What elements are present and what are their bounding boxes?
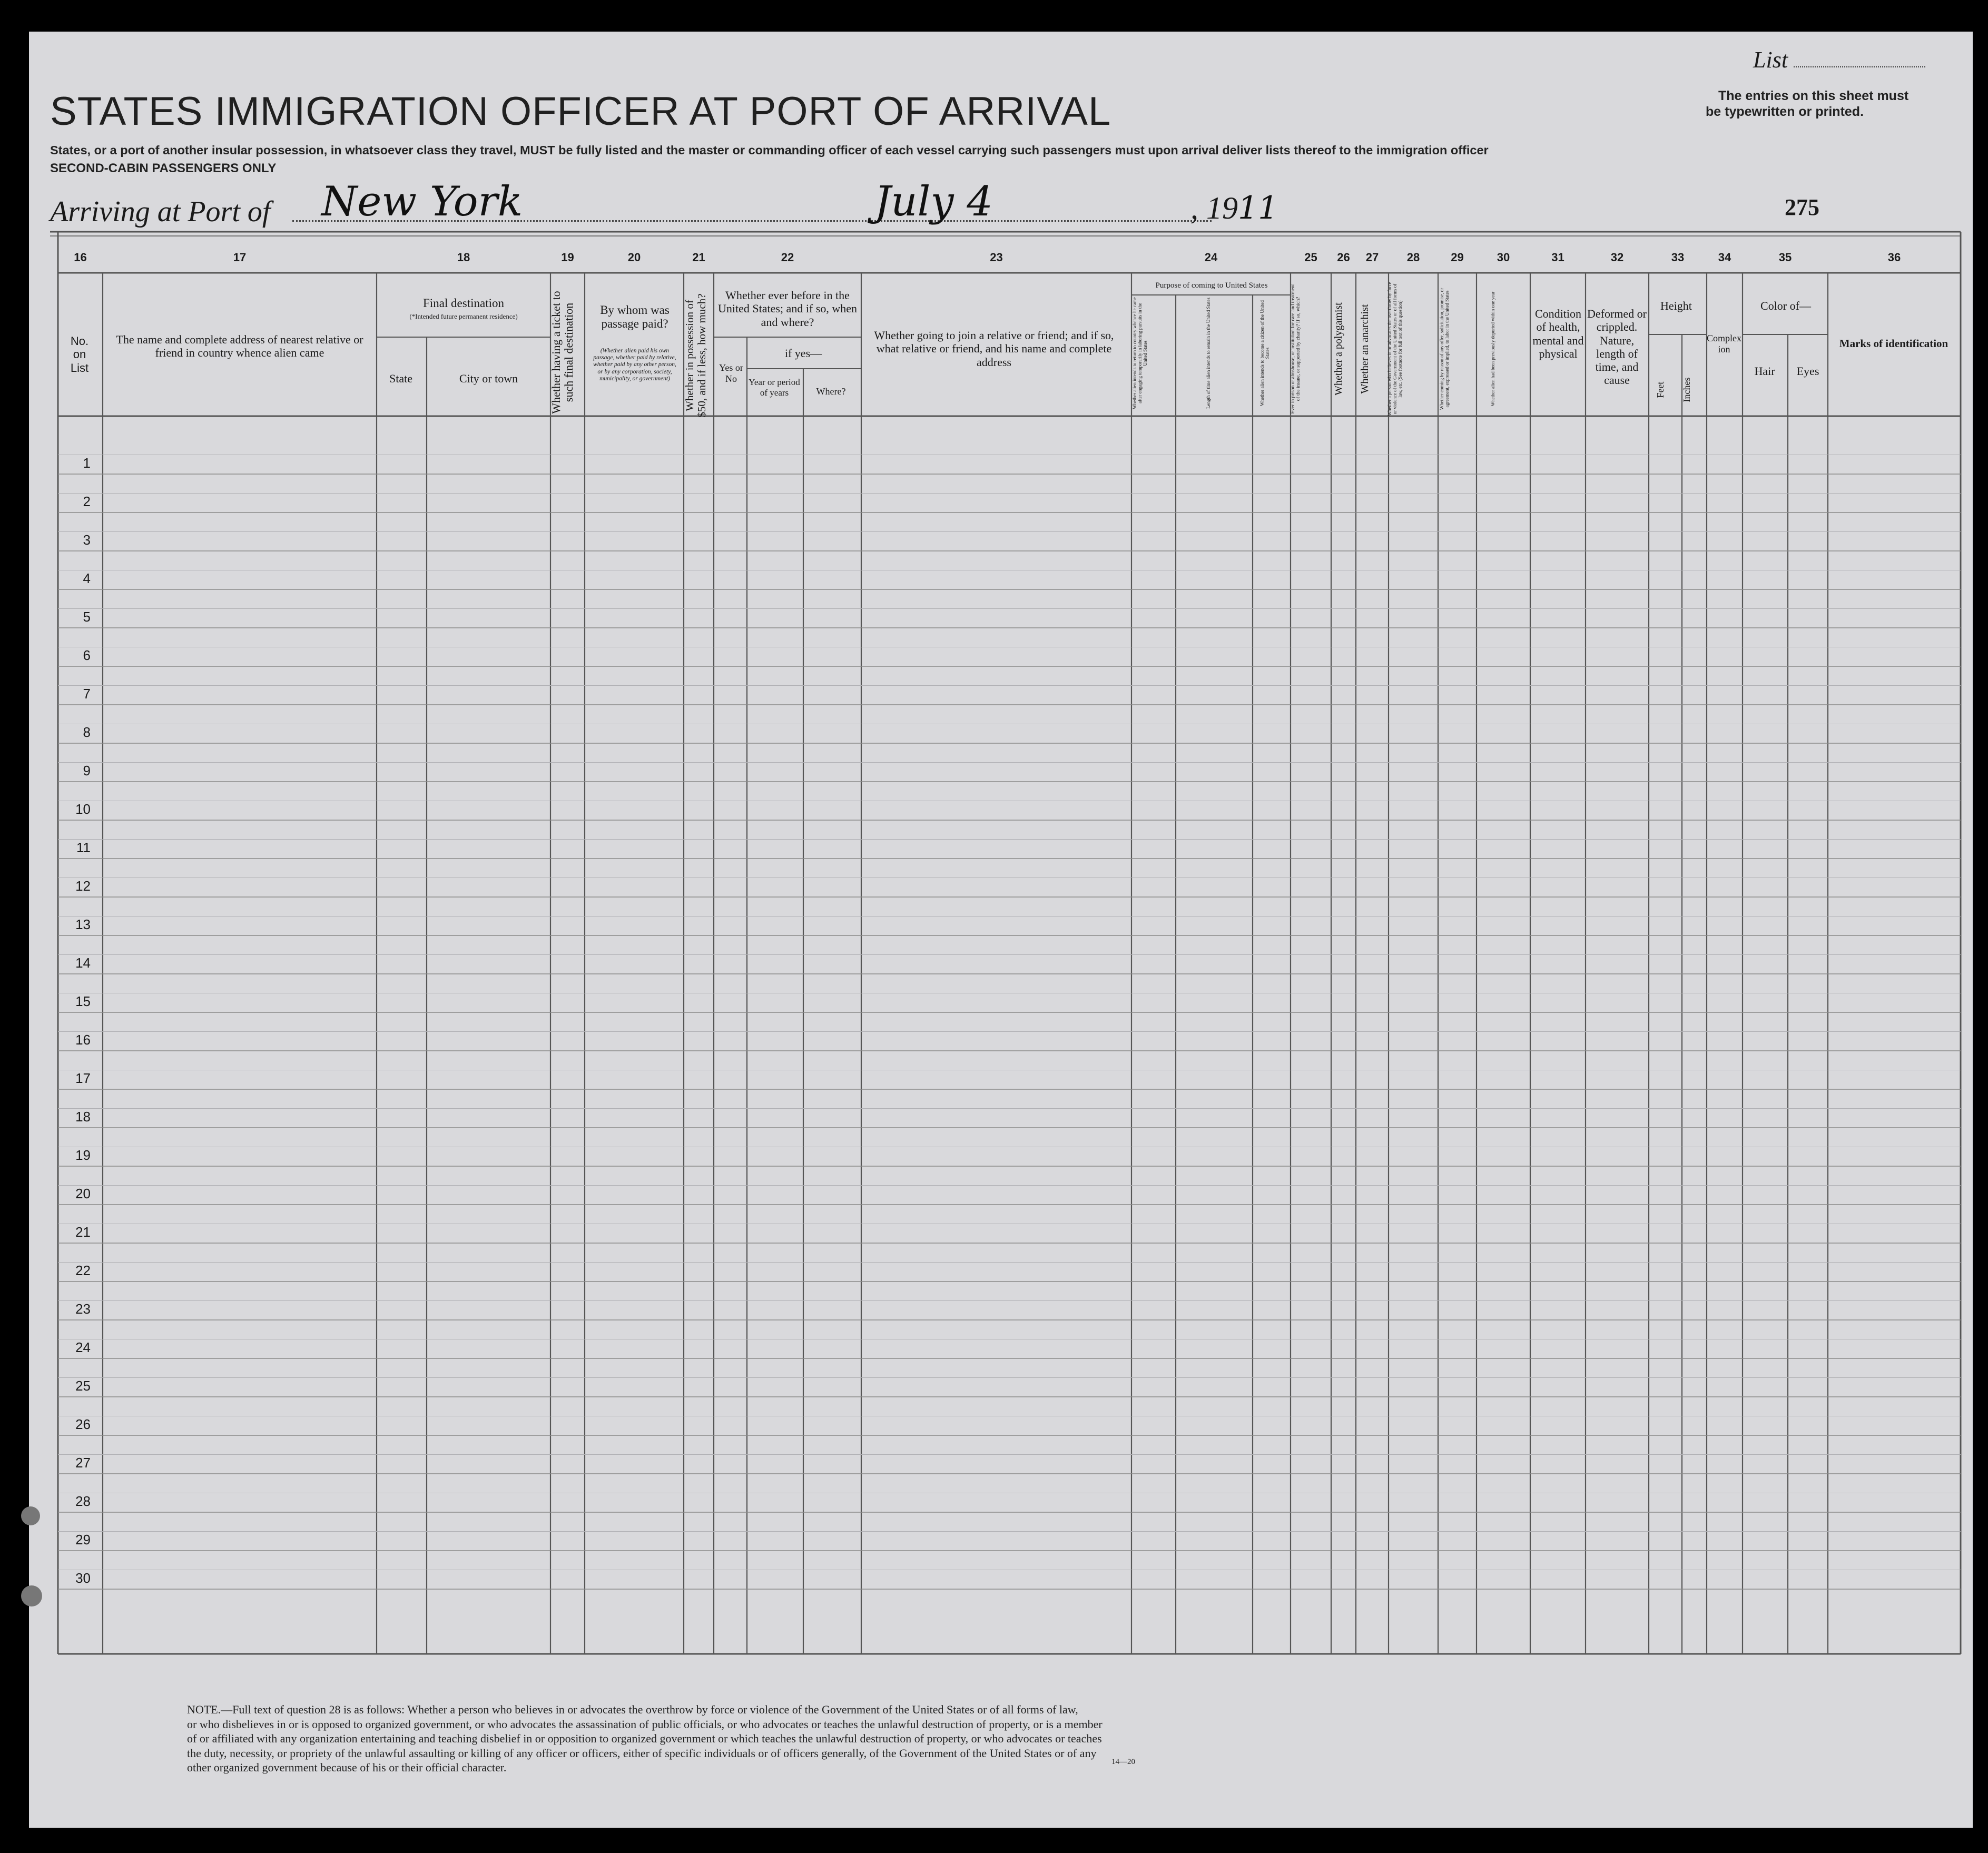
col20-note: (Whether alien paid his own passage, whether paid by relative, whether paid by any other person, or by any corporation, society, municipality, or government) [593,348,676,382]
row-number: 2 [83,494,91,509]
form-code: 14—20 [1111,1758,1135,1766]
col22-if-yes: if yes— [784,347,822,360]
col36-header: Marks of identification [1839,337,1948,350]
col33-title: Height [1660,299,1692,312]
row-number: 23 [75,1301,91,1317]
row-number: 20 [75,1186,91,1201]
col25-header: Ever in prison or almshouse, or institution for care and treatment of the insane, or supported by charity? If so, which? [1291,284,1302,414]
row-number: 11 [76,840,91,855]
col22-year: Year or period of years [749,377,800,398]
row-number: 4 [83,570,91,586]
row-number: 24 [75,1339,91,1355]
sheet-number: 275 [1785,194,1819,220]
col27-header: Whether an anarchist [1359,304,1371,394]
row-number: 30 [75,1570,91,1586]
column-number: 34 [1718,251,1731,264]
col24-title: Purpose of coming to United States [1155,281,1268,290]
col31-header: Condition of health, mental and physical [1532,307,1584,360]
year-handwritten: 11 [1238,190,1278,226]
footnote-line-4: the duty, necessity, or propriety of the unlawful assaulting or killing of any officer or officers, either of specific individuals or of officers generally, of the Government of the United States or of any [187,1746,1097,1760]
footnote-line-1: NOTE.—Full text of question 28 is as follows: Whether a person who believes in or advocates the overthrow by force or violence of the Government of the United States or of all forms of law, [187,1703,1078,1716]
row-number: 29 [75,1532,91,1548]
footnote [187,1702,1103,1775]
row-number: 1 [83,455,91,471]
col32-header: Deformed or crippled. Nature, length of time, and cause [1587,307,1647,387]
col23-header: Whether going to join a relative or friend; and if so, what relative or friend, and his name and complete address [874,329,1114,369]
col28-header: Whether a person who believes in or advocates the overthrow by force or violence of the Government of the United States or of all forms of law, etc. (See footnote for full text of this question) [1387,282,1403,416]
col18-title: Final destination [423,297,504,310]
footnote-line-5: other organized government because of his or their official character. [187,1761,507,1774]
row-number: 18 [75,1109,91,1125]
col17-header: The name and complete address of nearest relative or friend in country whence alien came [116,333,363,360]
column-number: 33 [1671,251,1685,264]
col18-note: (*Intended future permanent residence) [409,312,518,320]
col30-header: Whether alien had been previously deported within one year [1490,291,1495,407]
subtitle: States, or a port of another insular possession, in whatsoever class they travel, MUST be fully listed and the master or commanding officer of each vessel carrying such passengers must upon arrival deliver lists thereof to the immigration officer [50,143,1489,157]
list-label: List [1753,46,1925,73]
col20-title: By whom was passage paid? [600,303,670,331]
row-number: 25 [75,1378,91,1394]
column-number: 36 [1887,251,1901,264]
page-title: STATES IMMIGRATION OFFICER AT PORT OF ARRIVAL [50,89,1111,134]
col22-where: Where? [816,386,846,397]
column-number: 19 [561,251,574,264]
col34-header: Complexion [1707,333,1741,354]
column-number: 25 [1304,251,1317,264]
row-number: 14 [75,955,91,971]
column-number: 28 [1406,251,1420,264]
col29-header: Whether coming by reason of any offer, solicitation, promise, or agreement, expressed or implied, to labor in the United States [1439,288,1450,410]
col24c-header: Whether alien intends to become a citizen of the United States [1259,300,1270,406]
col22-yes-no: Yes or No [719,362,743,384]
row-number: 27 [75,1455,91,1471]
row-number: 6 [83,647,91,663]
instruction-top: The entries on this sheet must [1718,88,1909,103]
port-handwritten: New York [321,178,523,225]
col19-header: Whether having a ticket to such final destination [549,291,576,414]
column-number: 16 [74,251,87,264]
col33-inches: Inches [1681,377,1692,402]
col26-header: Whether a polygamist [1333,302,1344,396]
column-number: 17 [233,251,247,264]
row-number: 7 [83,686,91,702]
punch-hole-top [21,1506,40,1525]
row-number: 12 [75,878,91,894]
column-number: 30 [1497,251,1510,264]
row-number: 17 [75,1070,91,1086]
row-number: 5 [83,609,91,625]
column-number: 24 [1204,251,1218,264]
row-number: 16 [75,1032,91,1048]
column-number: 26 [1337,251,1350,264]
col24a-header: Whether alien intends to return to country whence he came after engaging temporarily in laboring pursuits in the United States [1132,297,1148,409]
column-number: 27 [1365,251,1379,264]
row-number: 3 [83,532,91,548]
column-number: 29 [1451,251,1464,264]
row-number: 28 [75,1493,91,1509]
class-label: SECOND-CABIN PASSENGERS ONLY [50,161,277,175]
column-number: 23 [990,251,1003,264]
row-number: 15 [75,993,91,1009]
row-number: 8 [83,724,91,740]
col33-feet: Feet [1655,381,1666,398]
column-number: 18 [457,251,470,264]
col22-title: Whether ever before in the United States; and if so, when and where? [718,289,857,329]
col16-header: No. on List [70,334,89,374]
col21-header: Whether in possession of $50, and if less, how much? [683,293,708,418]
row-number: 9 [83,763,91,778]
column-number: 35 [1778,251,1792,264]
col35-title: Color of— [1760,299,1811,312]
date-handwritten: July 4 [874,178,993,225]
col35-eyes: Eyes [1796,364,1819,378]
footnote-line-2: or who disbelieves in or is opposed to organized government, or who advocates the assassination of public officials, or who advocates or teaches the unlawful destruction of property, or is a member [187,1717,1103,1731]
row-number: 19 [75,1147,91,1163]
column-number: 31 [1551,251,1564,264]
column-number: 21 [692,251,705,264]
footnote-line-3: of or affiliated with any organization entertaining and teaching disbelief in or opposition to organized government or which teaches the unlawful destruction of property, or who advocates or teaches [187,1732,1102,1745]
row-number: 26 [75,1416,91,1432]
column-number: 20 [627,251,641,264]
row-number: 21 [75,1224,91,1240]
col24b-header: Length of time alien intends to remain in the United States [1206,298,1211,409]
instruction-bottom: be typewritten or printed. [1706,104,1864,119]
column-number: 32 [1610,251,1624,264]
year-printed: , 19 [1190,191,1238,225]
col18-city: City or town [459,372,518,385]
row-number: 10 [75,801,91,817]
row-number: 22 [75,1263,91,1278]
row-number: 13 [75,916,91,932]
column-number: 22 [781,251,794,264]
col18-state: State [389,372,412,385]
punch-hole-bottom [21,1585,42,1606]
arriving-label: Arriving at Port of [50,195,271,228]
col35-hair: Hair [1754,364,1775,378]
